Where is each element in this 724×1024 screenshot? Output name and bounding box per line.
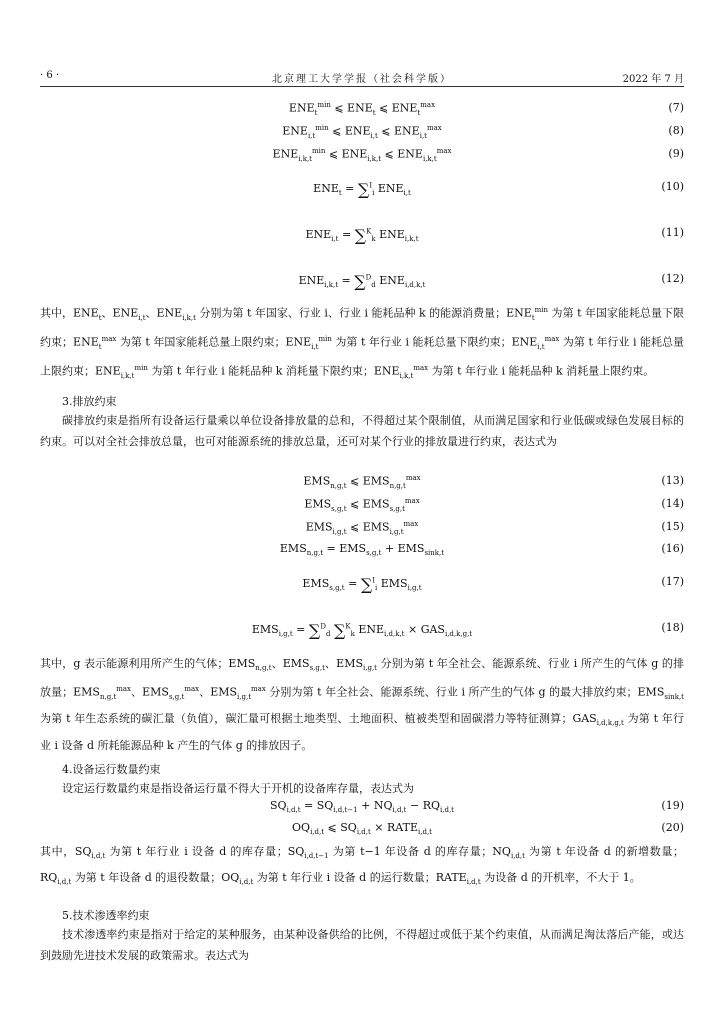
section-3-body: 碳排放约束是指所有设备运行量乘以单位设备排放量的总和，不得超过某个限制值，从而满足国家和行业低碳或绿色发展目标的约束。可以对全社会排放总量，也可对能源系统的排放总量，还可对某个行业的排放量进行约束，表达式为 [40, 414, 684, 449]
equation-14: $EMS_{s,g,t}$ ⩽ $EMS_{s,g,t}^{max}$ (14) [304, 497, 684, 513]
section-5-body: 技术渗透率约束是指对于给定的某种服务，由某种设备供给的比例，不得超过或低于某个约束值，从而满足淘汰落后产能，或达到鼓励先进技术发展的政策需求。表达式为 [40, 928, 684, 963]
paragraph-ene-definitions: 其中，$ENE_t$、$ENE_{i,t}$、$ENE_{i,k,t}$ 分别为第 t 年国家、行业 i、行业 i 能耗品种 k 的能源消费量；$ENE_t^{min}$ 为第 t 年国家能耗总量下限约束；$ENE_t^{max}$ 为第 t 年国家能耗总量上限约束；$ENE_{i,t}^{min}$ 为第 t 年行业 i 能耗总量下限约束；$ENE_{i,t}^{max}$ 为第 t 年行业 i 能耗总量上限约束；$ENE_{i,k,t}^{min}$ 为第 t 年行业 i 能耗品种 k 消耗量下限约束；$ENE_{i,k,t}^{max}$ 为第 t 年行业 i 能耗品种 k 消耗量上限约束。 [40, 306, 685, 380]
equation-9: $ENE_{i,k,t}^{min}$ ⩽ $ENE_{i,k,t}$ ⩽ $ENE_{i,k,t}^{max}$ (9) [272, 147, 684, 163]
section-3-heading: 3.排放约束 [62, 395, 117, 408]
equation-20: $OQ_{i,d,t}$ ⩽ $SQ_{i,d,t}$ × $RATE_{i,d,t}$ (20) [292, 821, 684, 837]
equation-16: $EMS_{n,g,t} = EMS_{s,g,t} + EMS_{sink,t}$ (16) [279, 542, 684, 558]
equation-10: $ENE_t = \sum^I_i$ $ENE_{i,t}$ (10) [313, 180, 684, 199]
equation-13: $EMS_{n,g,t}$ ⩽ $EMS_{n,g,t}^{max}$ (13) [303, 474, 684, 490]
section-4-body: 设定运行数量约束是指设备运行量不得大于开机的设备库存量，表达式为 [62, 782, 414, 795]
equation-17: $EMS_{s,g,t} = \sum^I_i$ $EMS_{i,g,t}$ (17) [302, 575, 684, 594]
issue-date: 2022 年 7 月 [622, 74, 684, 85]
equation-11: $ENE_{i,t} = \sum^K_k$ $ENE_{i,k,t}$ (11) [305, 226, 684, 245]
paragraph-sq-definitions: 其中，$SQ_{i,d,t}$ 为第 t 年行业 i 设备 d 的库存量；$SQ_{i,d,t-1}$ 为第 t−1 年设备 d 的库存量；$NQ_{i,d,t}$ 为第 t 年设备 d 的新增数量；$RQ_{i,d,t}$ 为第 t 年设备 d 的退役数量；$OQ_{i,d,t}$ 为第 t 年行业 i 设备 d 的运行数量；$RATE_{i,d,t}$ 为设备 d 的开机率，不大于 1。 [40, 845, 684, 887]
equation-15: $EMS_{i,g,t}$ ⩽ $EMS_{i,g,t}^{max}$ (15) [305, 520, 684, 536]
page-number: · 6 · [40, 70, 60, 81]
equation-7: $ENE_t^{min}$ ⩽ $ENE_t$ ⩽ $ENE_t^{max}$ (7) [288, 101, 684, 117]
equation-19: $SQ_{i,d,t} = SQ_{i,d,t-1} + NQ_{i,d,t} - RQ_{i,d,t}$ (19) [270, 799, 684, 815]
equation-8: $ENE_{i,t}^{min}$ ⩽ $ENE_{i,t}$ ⩽ $ENE_{i,t}^{max}$ (8) [282, 124, 684, 140]
journal-title: 北京理工大学学报（社会科学版） [272, 74, 452, 85]
equation-12: $ENE_{i,k,t} = \sum^D_d$ $ENE_{i,d,k,t}$ (12) [298, 272, 684, 291]
section-4-heading: 4.设备运行数量约束 [62, 763, 161, 776]
header-rule [40, 86, 684, 87]
section-5-heading: 5.技术渗透率约束 [62, 909, 150, 922]
equation-18: $EMS_{i,g,t} = \sum^D_d$ ∑$^K_k$ $ENE_{i,d,k,t} \times GAS_{i,d,k,g,t}$ (18) [251, 621, 684, 640]
paragraph-ems-definitions: 其中，g 表示能源利用所产生的气体；$EMS_{n,g,t}$、$EMS_{s,g,t}$、$EMS_{i,g,t}$ 分别为第 t 年全社会、能源系统、行业 i 所产生的气体 g 的排放量；$EMS_{n,g,t}^{max}$、$EMS_{s,g,t}^{max}$、$EMS_{i,g,t}^{max}$ 分别为第 t 年全社会、能源系统、行业 i 所产生的气体 g 的最大排放约束；$EMS_{sink,t}$ 为第 t 年生态系统的碳汇量（负值），碳汇量可根据土地类型、土地面积、植被类型和固碳潜力等特征测算；$GAS_{i,d,k,g,t}$ 为第 t 年行业 i 设备 d 所耗能源品种 k 产生的气体 g 的排放因子。 [40, 657, 684, 752]
